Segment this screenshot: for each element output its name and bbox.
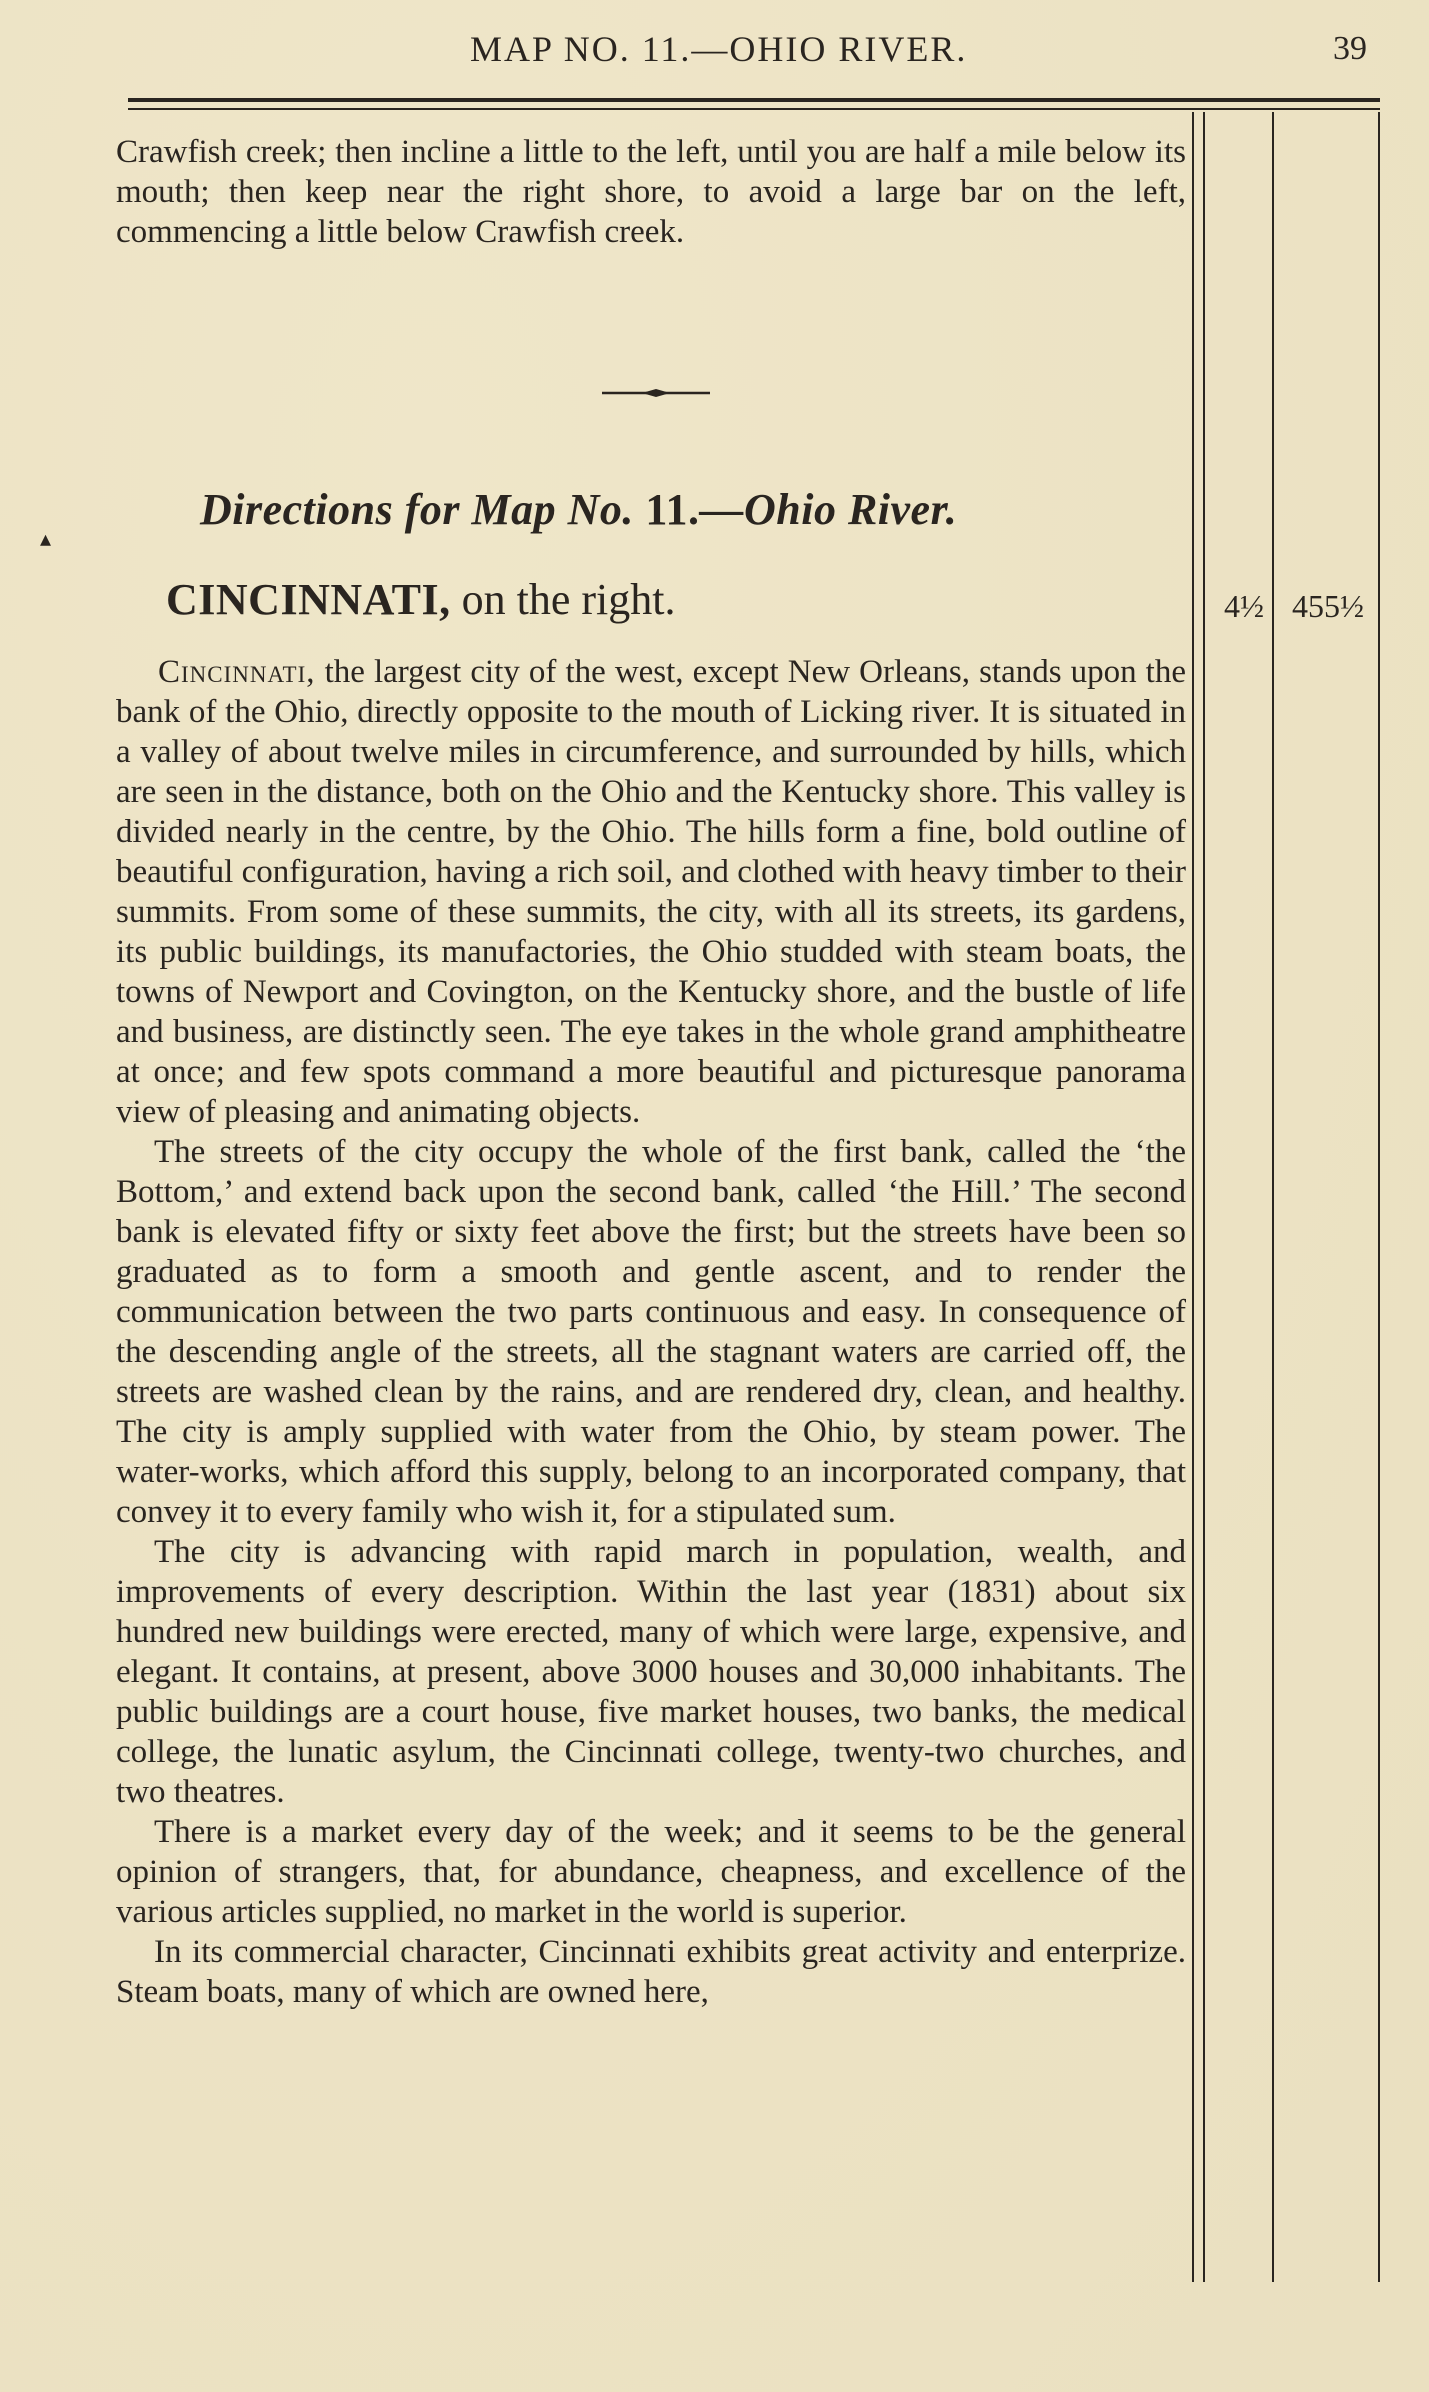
distance-total: 455½: [1292, 588, 1364, 624]
column-rule-middle: [1272, 112, 1274, 2282]
section-heading-prefix: Directions for Map No.: [200, 485, 646, 534]
paragraph-1-text: the largest city of the west, except New Orleans, stands upon the bank of the Ohio, directly opposite to the mouth of Licking river. It is situated in a valley of about twelve miles in circumference, and surrounded by hills, which are seen in the distance, both on the Ohio and the Kentucky shore. This valley is divided nearly in the centre, by the Ohio. The hills form a fine, bold outline of beautiful configuration, having a rich soil, and clothed with heavy timber to their summits. From some of these summits, the city, with all its streets, its gardens, its public buildings, its manufactories, the Ohio studded with steam boats, the towns of Newport and Covington, on the Kentucky shore, and the bustle of life and business, are distinctly seen. The eye takes in the whole grand amphitheatre at once; and few spots command a more beautiful and picturesque panorama view of pleasing and animating objects.: [116, 654, 1186, 1130]
ornamental-rule-icon: [602, 388, 710, 398]
paragraph-3: The city is advancing with rapid march in population, wealth, and improvements of every description. Within the last year (1831) about six hundred new buildings were erected, many of which were large, expensive, and elegant. It contains, at present, above 3000 houses and 30,000 inhabitants. The public buildings are a court house, five market houses, two banks, the medical college, the lunatic asylum, the Cincinnati college, twenty-two churches, and two theatres.: [116, 1534, 1186, 1810]
paragraph-5: In its commercial character, Cincinnati exhibits great activity and enterprize. Steam boats, many of which are owned here,: [116, 1934, 1186, 2010]
column-rule-left-a: [1192, 112, 1194, 2282]
place-heading: [166, 574, 675, 625]
column-rule-left-b: [1203, 112, 1205, 2282]
section-heading: [200, 484, 957, 535]
place-side: on the right.: [450, 575, 676, 624]
running-header: [0, 22, 1429, 82]
caret-mark-icon: ▴: [40, 526, 52, 551]
column-rule-right: [1378, 112, 1380, 2282]
paragraph-1: [116, 652, 1186, 1132]
intro-text: Crawfish creek; then incline a little to the left, until you are half a mile below its mouth; then keep near the right shore, to avoid a large bar on the left, commencing a little below Crawfish creek.: [116, 134, 1186, 250]
paragraph-2: The streets of the city occupy the whole of the first bank, called the ‘the Bottom,’ and extend back upon the second bank, called ‘the Hill.’ The second bank is elevated fifty or sixty feet above the first; but the streets have been so graduated as to form a smooth and gentle ascent, and to render the communication between the two parts continuous and easy. In consequence of the descending angle of the streets, all the stagnant waters are carried off, the streets are washed clean by the rains, and are rendered dry, clean, and healthy. The city is amply supplied with water from the Ohio, by steam power. The water-works, which afford this supply, belong to an incorporated company, that convey it to every family who wish it, for a stipulated sum.: [116, 1134, 1186, 1530]
section-heading-number: 11.: [645, 485, 700, 534]
intro-paragraph: [116, 132, 1186, 252]
body-text: [116, 652, 1186, 2012]
place-name: CINCINNATI,: [166, 575, 451, 624]
distance-local: 4½: [1224, 588, 1264, 624]
section-heading-suffix: —Ohio River.: [699, 485, 958, 534]
header-rule-thin: [128, 108, 1380, 110]
lead-word: Cincinnati,: [158, 654, 316, 690]
paragraph-4: There is a market every day of the week; and it seems to be the general opinion of strangers, that, for abundance, cheapness, and excellence of the various articles supplied, no market in the world is superior.: [116, 1814, 1186, 1930]
page-number: 39: [1333, 30, 1367, 67]
running-title: MAP NO. 11.—OHIO RIVER.: [470, 29, 968, 69]
header-rule-thick: [128, 98, 1380, 102]
